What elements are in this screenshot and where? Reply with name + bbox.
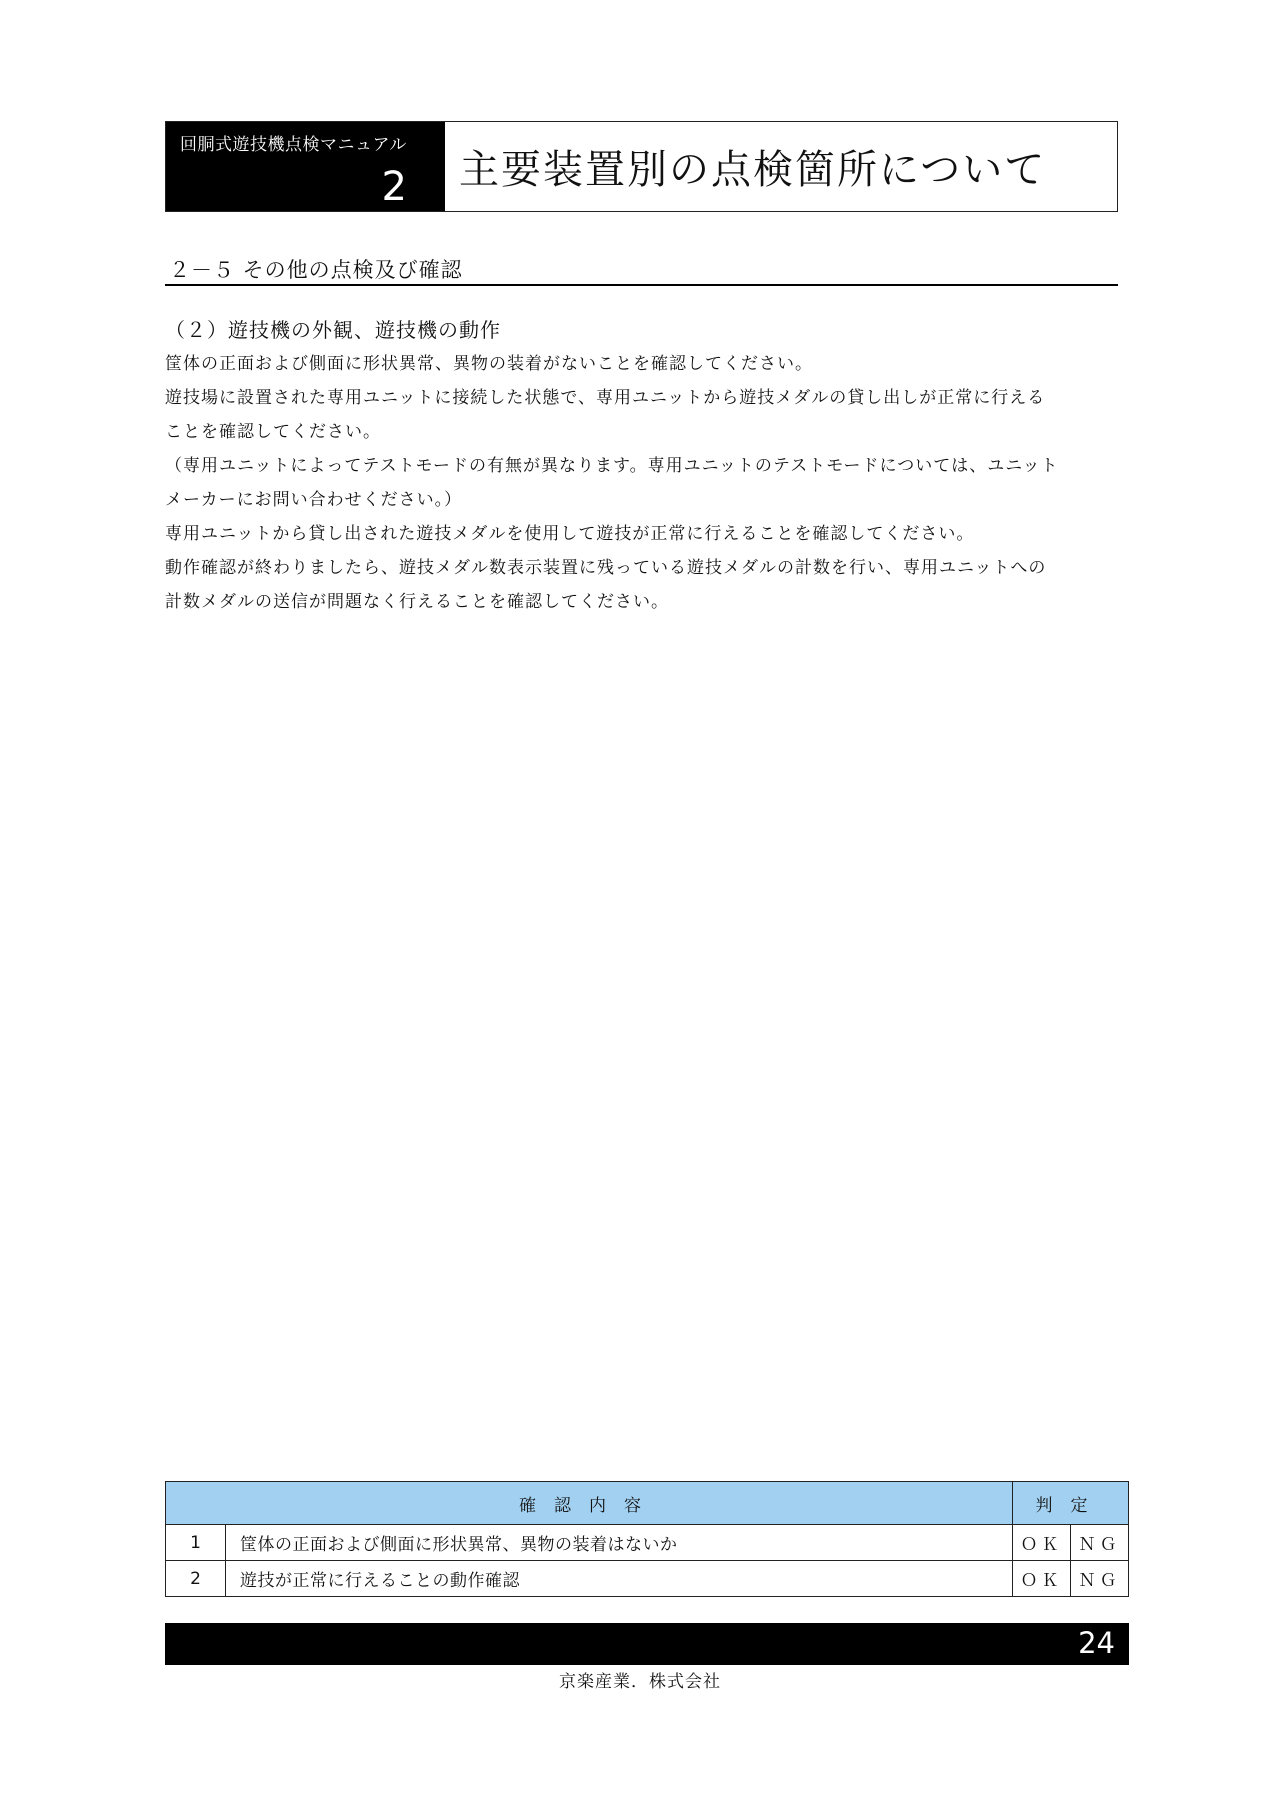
table-row [166,1561,1129,1597]
chapter-label-block [166,122,445,211]
body-line: ことを確認してください。 [165,422,381,442]
table-row [166,1525,1129,1561]
chapter-number: 2 [381,164,407,210]
row-number: 2 [166,1561,226,1597]
chapter-title: 主要装置別の点検箇所について [459,147,1047,193]
checklist-header-judgement: 判定 [1013,1482,1129,1525]
chapter-title-block [445,122,1117,211]
footer-bar [165,1623,1129,1665]
page-number: 24 [1078,1626,1115,1660]
body-line: 遊技場に設置された専用ユニットに接続した状態で、専用ユニットから遊技メダルの貸し出しが正常に行える [165,388,1046,408]
chapter-header [165,121,1118,212]
checklist-header-content: 確認内容 [166,1482,1013,1525]
checklist-header-row [166,1482,1129,1525]
manual-name: 回胴式遊技機点検マニュアル [180,135,407,155]
row-item: 遊技が正常に行えることの動作確認 [226,1561,1013,1597]
ok-mark: ＯＫ [1013,1561,1071,1597]
ng-mark: ＮＧ [1071,1525,1129,1561]
body-line: メーカーにお問い合わせください。） [165,490,463,510]
subsection-title: （２）遊技機の外観、遊技機の動作 [165,318,501,342]
section-heading [165,252,1118,286]
company-name: 京楽産業．株式会社 [559,1672,721,1692]
section-heading-text: ２－５ その他の点検及び確認 [169,258,463,282]
body-line: 専用ユニットから貸し出された遊技メダルを使用して遊技が正常に行えることを確認してください。 [165,524,975,544]
row-item: 筐体の正面および側面に形状異常、異物の装着はないか [226,1525,1013,1561]
ng-mark: ＮＧ [1071,1561,1129,1597]
body-text [165,347,1125,619]
ok-mark: ＯＫ [1013,1525,1071,1561]
body-line: 動作確認が終わりましたら、遊技メダル数表示装置に残っている遊技メダルの計数を行い、専用ユニットへの [165,558,1047,578]
body-line: 計数メダルの送信が問題なく行えることを確認してください。 [165,592,669,612]
body-line: （専用ユニットによってテストモードの有無が異なります。専用ユニットのテストモードについては、ユニット [165,456,1059,476]
body-line: 筐体の正面および側面に形状異常、異物の装着がないことを確認してください。 [165,354,813,374]
row-number: 1 [166,1525,226,1561]
checklist-table [165,1481,1129,1597]
